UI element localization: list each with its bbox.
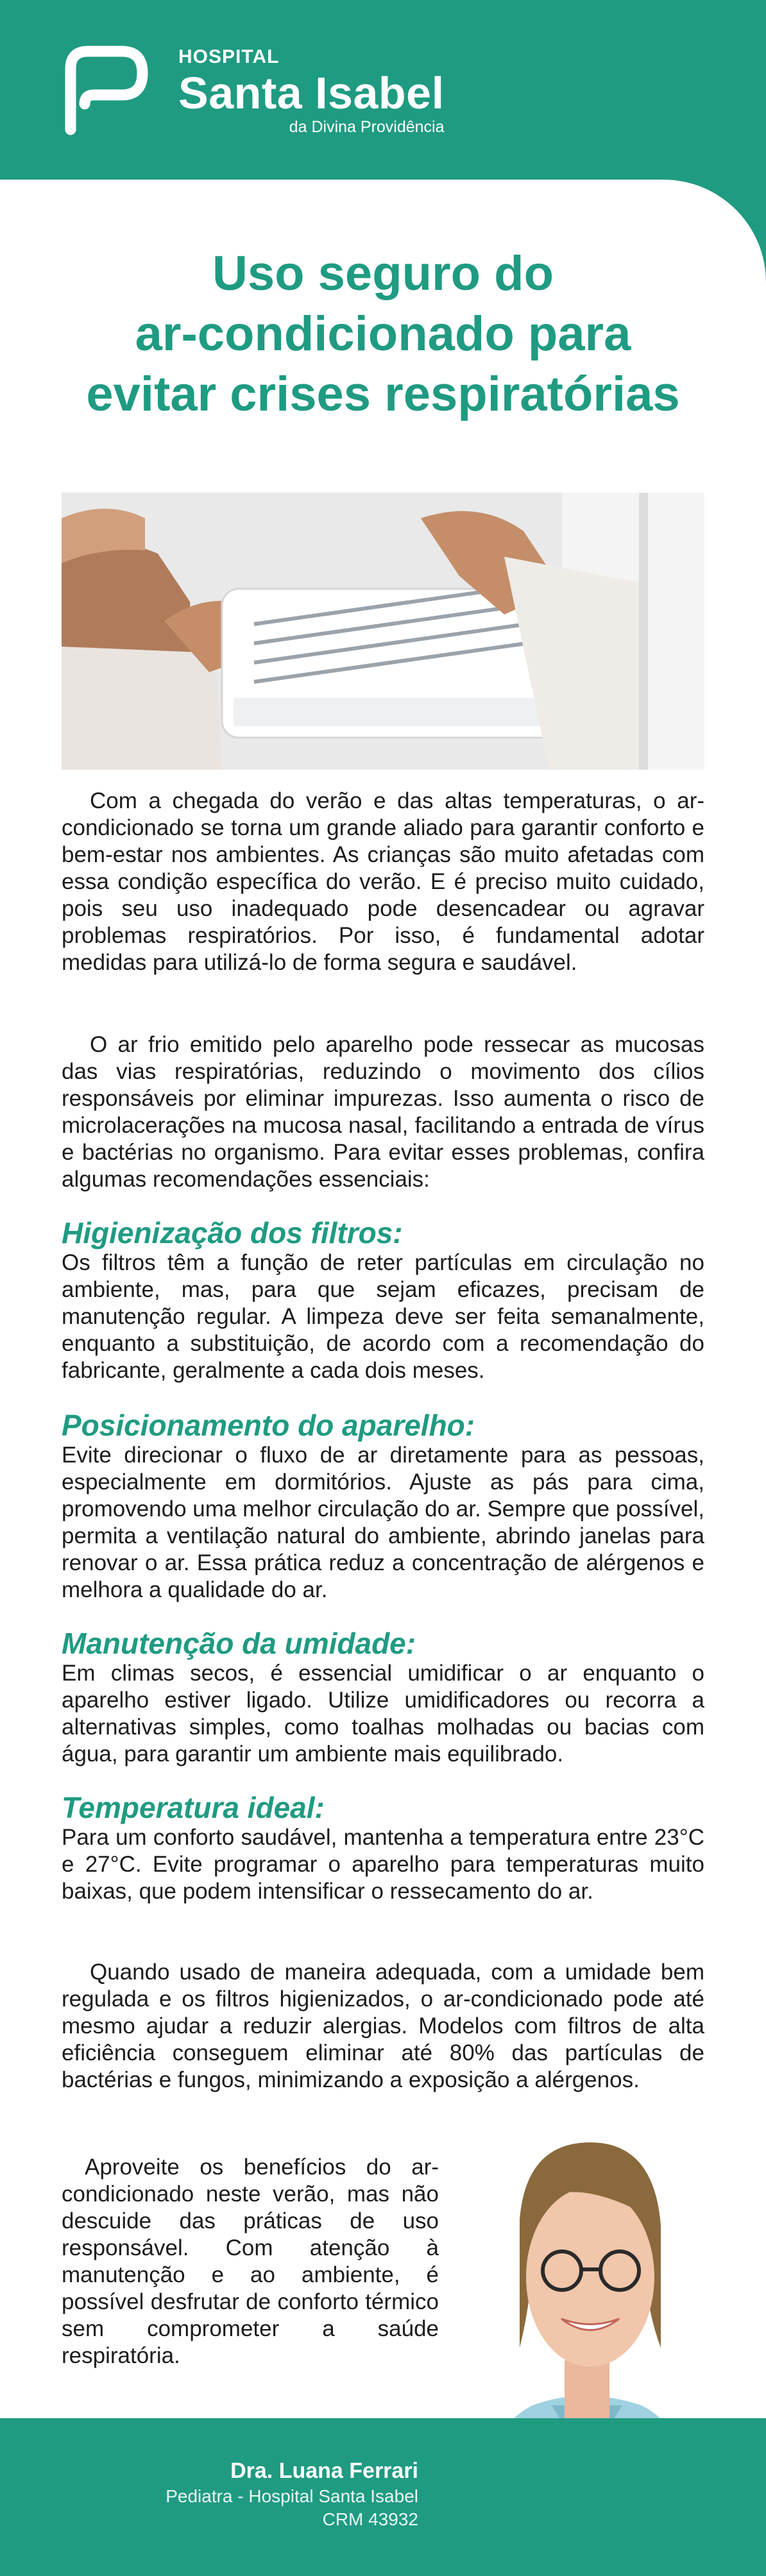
closing-paragraph-2: Aproveite os benefícios do ar-condicionado neste verão, mas não descuide das práticas de uso responsável. Com atenção à manutenção e ao ambiente, é possível desfrutar de conforto térmico sem comprometer a saúde respiratória.	[62, 2155, 439, 2368]
intro-paragraph-1: Com a chegada do verão e das altas temperaturas, o ar-condicionado se torna um grande aliado para garantir conforto e bem-estar nos ambientes. As crianças são muito afetadas com essa condição específica do verão. E é preciso muito cuidado, pois seu uso inadequado pode desencadear ou agravar problemas respiratórios. Por isso, é fundamental adotar medidas para utilizá-lo de forma segura e saudável.	[62, 788, 704, 975]
doctor-crm: CRM 43932	[322, 2509, 418, 2529]
logo-name: Santa Isabel	[178, 68, 445, 118]
hospital-logo-text	[178, 46, 445, 137]
section-heading-humidity: Manutenção da umidade:	[62, 1627, 416, 1660]
section-body-temperature: Para um conforto saudável, mantenha a temperatura entre 23°C e 27°C. Evite programar o aparelho para temperaturas muito baixas, que podem intensificar o ressecamento do ar.	[62, 1825, 704, 1904]
doctor-name: Dra. Luana Ferrari	[230, 2459, 418, 2483]
section-heading-filters: Higienização dos filtros:	[62, 1216, 403, 1250]
logo-small-text: HOSPITAL	[178, 46, 280, 67]
logo-subtitle: da Divina Providência	[289, 118, 445, 136]
section-heading-position: Posicionamento do aparelho:	[62, 1409, 475, 1442]
title-line: evitar crises respiratórias	[86, 367, 680, 421]
title-line: Uso seguro do	[212, 246, 554, 301]
title-line: ar-condicionado para	[135, 307, 631, 361]
section-heading-temperature: Temperatura ideal:	[62, 1791, 325, 1824]
intro-paragraph-2: O ar frio emitido pelo aparelho pode ressecar as mucosas das vias respiratórias, reduzindo o movimento dos cílios responsáveis por eliminar impurezas. Isso aumenta o risco de microlacerações na mucosa nasal, facilitando a entrada de vírus e bactérias no organismo. Para evitar esses problemas, confira algumas recomendações essenciais:	[62, 1032, 704, 1192]
doctor-signature	[166, 2457, 418, 2531]
ac-cleaning-photo	[62, 493, 704, 770]
closing-paragraph-1: Quando usado de maneira adequada, com a umidade bem regulada e os filtros higienizados, o ar-condicionado pode até mesmo ajudar a reduzir alergias. Modelos com filtros de alta eficiência conseguem eliminar até 80% das partículas de bactérias e fungos, minimizando a exposição a alérgenos.	[62, 1960, 704, 2092]
page-title	[26, 244, 740, 425]
section-body-position: Evite direcionar o fluxo de ar diretamente para as pessoas, especialmente em dormitórios. Ajuste as pás para cima, promovendo uma melhor circulação do ar. Sempre que possível, permita a ventilação natural do ambiente, abrindo janelas para renovar o ar. Essa prática reduz a concentração de alérgenos e melhora a qualidade do ar.	[62, 1443, 704, 1602]
section-body-humidity: Em climas secos, é essencial umidificar o ar enquanto o aparelho estiver ligado. Utilize umidificadores ou recorra a alternativas simples, como toalhas molhadas ou bacias com água, para garantir um ambiente mais equilibrado.	[62, 1661, 704, 1767]
hospital-logo-icon	[58, 40, 154, 136]
doctor-role: Pediatra - Hospital Santa Isabel	[166, 2486, 418, 2506]
section-body-filters: Os filtros têm a função de reter partículas em circulação no ambiente, mas, para que sejam eficazes, precisam de manutenção regular. A limpeza deve ser feita semanalmente, enquanto a substituição, de acordo com a recomendação do fabricante, geralmente a cada dois meses.	[62, 1250, 704, 1383]
